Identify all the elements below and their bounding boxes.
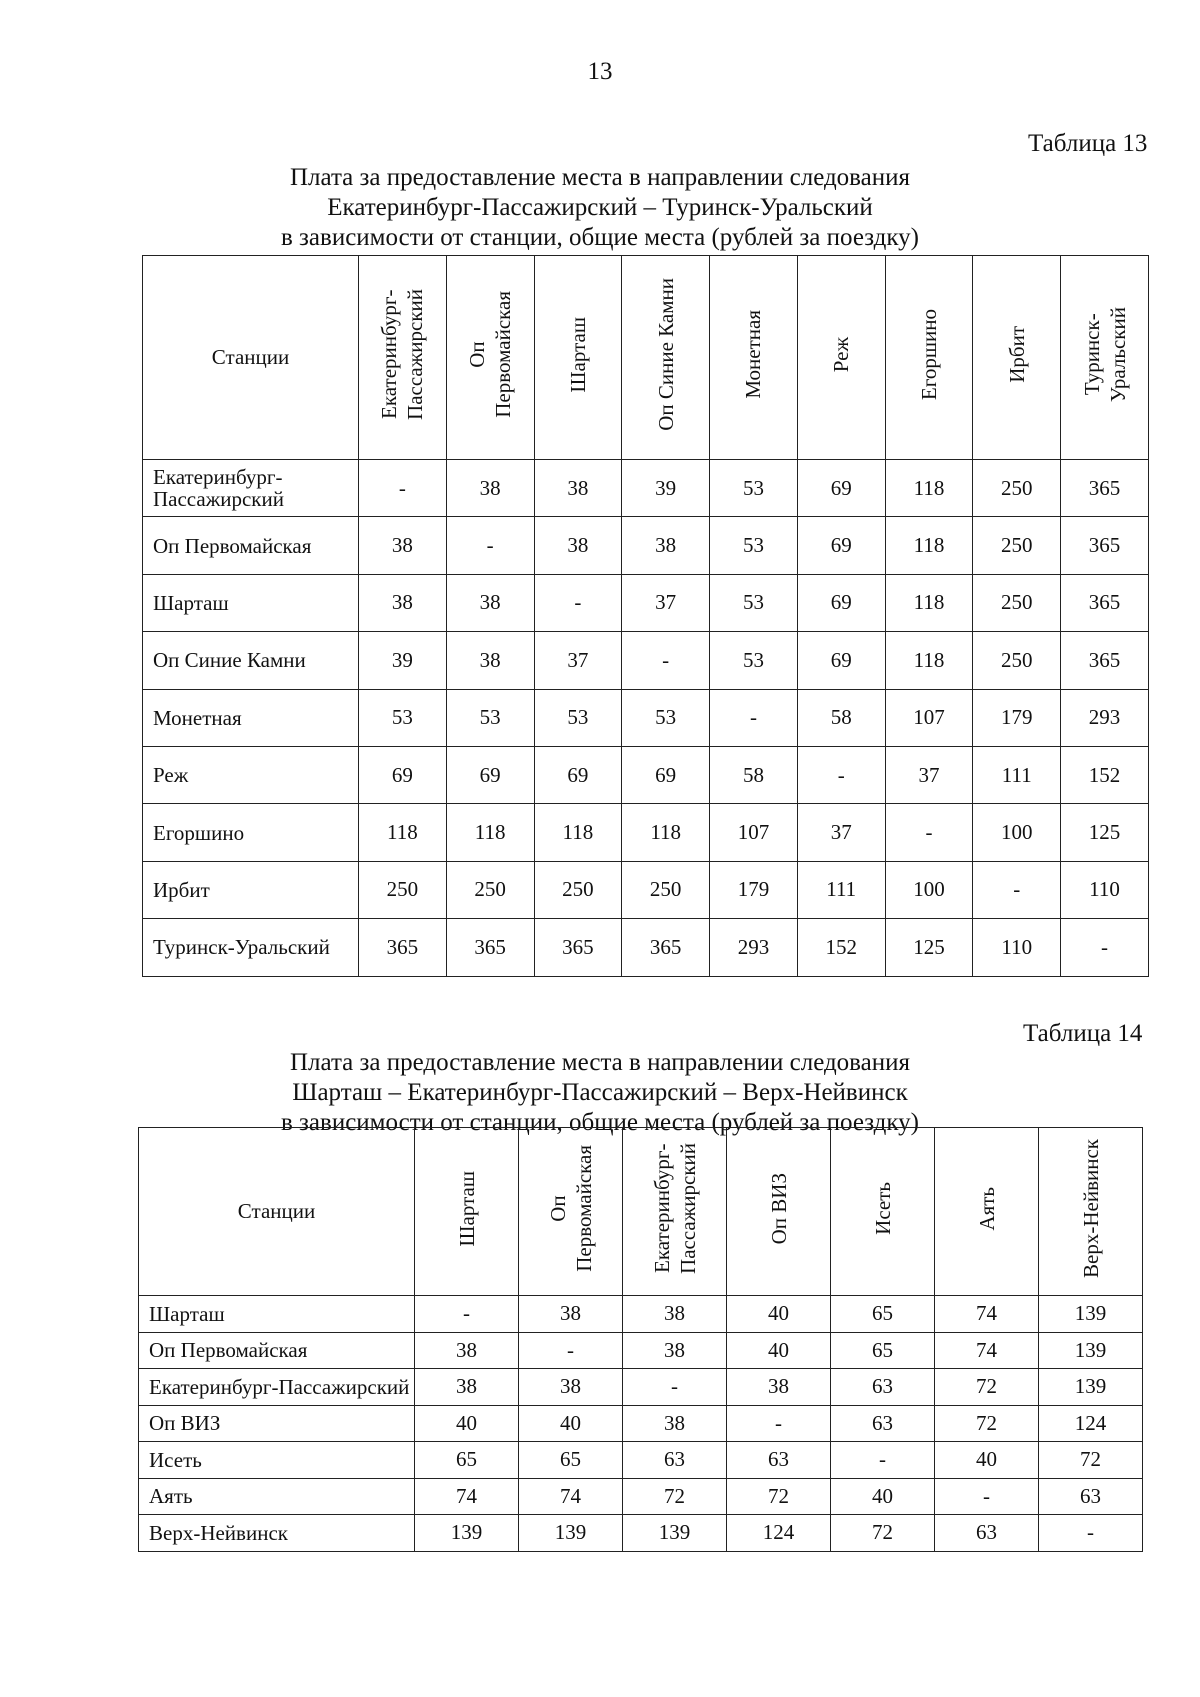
fare-cell: 40 <box>727 1296 831 1333</box>
table-row <box>139 1332 1143 1369</box>
fare-cell: 40 <box>415 1405 519 1442</box>
fare-table-13 <box>142 255 1149 977</box>
fare-cell: 65 <box>831 1296 935 1333</box>
column-header <box>797 256 885 460</box>
fare-cell: 40 <box>727 1332 831 1369</box>
fare-cell: 152 <box>1061 746 1149 803</box>
fare-cell: 124 <box>727 1515 831 1552</box>
column-header-label <box>1078 1139 1104 1278</box>
column-header-label <box>376 289 428 420</box>
fare-cell: - <box>1039 1515 1143 1552</box>
fare-cell: 152 <box>797 919 885 976</box>
fare-cell: 125 <box>1061 804 1149 861</box>
fare-cell: - <box>622 632 710 689</box>
table-13-title <box>0 163 1200 253</box>
fare-cell: - <box>519 1332 623 1369</box>
column-header-label <box>740 310 766 399</box>
table-row <box>143 746 1149 803</box>
column-header-line: Уральский <box>1105 306 1130 403</box>
fare-cell: 293 <box>1061 689 1149 746</box>
fare-cell: 365 <box>1061 460 1149 517</box>
table-14-title-line: Плата за предоставление места в направлении следования <box>289 1049 911 1076</box>
fare-cell: 118 <box>534 804 622 861</box>
table-row <box>139 1296 1143 1333</box>
column-header-line: Оп Синие Камни <box>653 278 678 431</box>
fare-cell: 65 <box>519 1442 623 1479</box>
table-row <box>143 517 1149 574</box>
column-header-label <box>649 1143 701 1274</box>
column-header-line: Реж <box>829 336 854 373</box>
fare-cell: 53 <box>710 632 798 689</box>
fare-cell: 293 <box>710 919 798 976</box>
fare-cell: 250 <box>534 861 622 918</box>
column-header-label <box>828 337 854 372</box>
column-header <box>622 256 710 460</box>
fare-cell: 53 <box>710 574 798 631</box>
fare-cell: 53 <box>446 689 534 746</box>
fare-cell: 63 <box>831 1369 935 1406</box>
fare-cell: 58 <box>797 689 885 746</box>
fare-cell: - <box>831 1442 935 1479</box>
fare-cell: 65 <box>415 1442 519 1479</box>
fare-cell: 63 <box>831 1405 935 1442</box>
column-header <box>446 256 534 460</box>
fare-cell: - <box>623 1369 727 1406</box>
column-header <box>623 1128 727 1296</box>
column-header-line: Пассажирский <box>675 1143 700 1274</box>
fare-cell: 38 <box>534 517 622 574</box>
fare-cell: 38 <box>446 460 534 517</box>
fare-cell: 250 <box>622 861 710 918</box>
fare-cell: - <box>446 517 534 574</box>
column-header-label <box>565 317 591 393</box>
fare-cell: 38 <box>623 1332 727 1369</box>
fare-cell: - <box>534 574 622 631</box>
column-header <box>710 256 798 460</box>
fare-cell: 40 <box>935 1442 1039 1479</box>
table-13-label: Таблица 13 <box>1028 130 1148 157</box>
column-header <box>415 1128 519 1296</box>
fare-cell: 38 <box>415 1332 519 1369</box>
fare-cell: 72 <box>1039 1442 1143 1479</box>
header-row <box>143 256 1149 460</box>
column-header <box>1039 1128 1143 1296</box>
station-name: Шарташ <box>139 1296 415 1333</box>
fare-cell: 58 <box>710 746 798 803</box>
fare-cell: 69 <box>797 574 885 631</box>
fare-cell: 38 <box>359 517 447 574</box>
fare-cell: 365 <box>1061 632 1149 689</box>
column-header-line: Туринск- <box>1079 313 1104 396</box>
column-header-line: Оп <box>545 1195 570 1222</box>
fare-cell: 125 <box>885 919 973 976</box>
column-header-line: Монетная <box>741 310 766 399</box>
table-row <box>139 1478 1143 1515</box>
column-header-label <box>1079 307 1131 402</box>
column-header-line: Оп ВИЗ <box>766 1172 791 1245</box>
fare-cell: 100 <box>885 861 973 918</box>
fare-cell: 39 <box>622 460 710 517</box>
column-header-line: Екатеринбург- <box>377 289 402 420</box>
column-header-line: Первомайская <box>571 1145 596 1272</box>
fare-cell: - <box>973 861 1061 918</box>
table-14-title-line: Шарташ – Екатеринбург-Пассажирский – Верх-Нейвинск <box>292 1079 908 1106</box>
fare-cell: 38 <box>623 1296 727 1333</box>
fare-cell: 72 <box>623 1478 727 1515</box>
table-row <box>143 919 1149 976</box>
table-row <box>143 804 1149 861</box>
station-name: Монетная <box>143 689 359 746</box>
column-header-line: Пассажирский <box>403 289 428 420</box>
table-row <box>139 1515 1143 1552</box>
fare-cell: 65 <box>831 1332 935 1369</box>
column-header <box>534 256 622 460</box>
fare-cell: - <box>415 1296 519 1333</box>
table-row <box>143 460 1149 517</box>
fare-cell: 107 <box>885 689 973 746</box>
station-name: Оп ВИЗ <box>139 1405 415 1442</box>
fare-cell: 250 <box>359 861 447 918</box>
fare-cell: 250 <box>973 460 1061 517</box>
fare-cell: - <box>727 1405 831 1442</box>
table-row <box>139 1369 1143 1406</box>
fare-cell: 74 <box>935 1296 1039 1333</box>
column-header-line: Шарташ <box>454 1170 479 1247</box>
column-header-label <box>974 1187 1000 1231</box>
fare-cell: 365 <box>534 919 622 976</box>
fare-cell: 72 <box>935 1369 1039 1406</box>
fare-cell: 179 <box>710 861 798 918</box>
fare-cell: 250 <box>973 517 1061 574</box>
fare-cell: 139 <box>1039 1296 1143 1333</box>
fare-cell: 53 <box>359 689 447 746</box>
fare-cell: 53 <box>710 517 798 574</box>
fare-cell: 38 <box>446 574 534 631</box>
fare-cell: 365 <box>359 919 447 976</box>
fare-cell: 139 <box>415 1515 519 1552</box>
stations-header: Станции <box>139 1128 415 1296</box>
station-name: Оп Синие Камни <box>143 632 359 689</box>
column-header-line: Оп <box>465 341 490 368</box>
fare-cell: 69 <box>359 746 447 803</box>
station-name: Оп Первомайская <box>139 1332 415 1369</box>
table-row <box>143 574 1149 631</box>
fare-cell: 40 <box>519 1405 623 1442</box>
fare-cell: 118 <box>622 804 710 861</box>
column-header-label <box>870 1182 896 1235</box>
fare-cell: 53 <box>710 460 798 517</box>
station-name: Верх-Нейвинск <box>139 1515 415 1552</box>
column-header <box>359 256 447 460</box>
station-name: Туринск-Уральский <box>143 919 359 976</box>
column-header <box>935 1128 1039 1296</box>
fare-cell: 69 <box>622 746 710 803</box>
column-header <box>885 256 973 460</box>
column-header-line: Егоршино <box>916 308 941 401</box>
column-header-line: Ирбит <box>1004 326 1029 383</box>
fare-cell: - <box>885 804 973 861</box>
table-14-label: Таблица 14 <box>1023 1020 1143 1047</box>
fare-cell: 139 <box>519 1515 623 1552</box>
column-header-line: Аять <box>974 1186 999 1231</box>
fare-cell: 69 <box>446 746 534 803</box>
column-header-label <box>653 278 679 431</box>
fare-cell: 38 <box>519 1296 623 1333</box>
fare-cell: 69 <box>797 632 885 689</box>
fare-cell: 38 <box>519 1369 623 1406</box>
stations-header: Станции <box>143 256 359 460</box>
column-header-label <box>464 291 516 418</box>
fare-cell: 63 <box>935 1515 1039 1552</box>
fare-cell: 38 <box>622 517 710 574</box>
fare-cell: 365 <box>1061 517 1149 574</box>
fare-cell: 38 <box>727 1369 831 1406</box>
fare-cell: 74 <box>519 1478 623 1515</box>
fare-cell: 118 <box>885 460 973 517</box>
fare-cell: 365 <box>446 919 534 976</box>
fare-cell: 111 <box>797 861 885 918</box>
fare-cell: - <box>797 746 885 803</box>
fare-cell: 37 <box>885 746 973 803</box>
station-name: Аять <box>139 1478 415 1515</box>
table-14-title <box>0 1048 1200 1138</box>
fare-cell: 118 <box>885 517 973 574</box>
column-header <box>1061 256 1149 460</box>
fare-cell: 40 <box>831 1478 935 1515</box>
fare-cell: 124 <box>1039 1405 1143 1442</box>
table-13-title-line: в зависимости от станции, общие места (рублей за поездку) <box>280 224 919 251</box>
column-header-label <box>545 1145 597 1272</box>
fare-cell: 69 <box>797 460 885 517</box>
fare-cell: 365 <box>1061 574 1149 631</box>
fare-cell: 74 <box>935 1332 1039 1369</box>
column-header-line: Верх-Нейвинск <box>1078 1139 1103 1278</box>
fare-cell: 38 <box>415 1369 519 1406</box>
fare-cell: 250 <box>973 632 1061 689</box>
fare-cell: 38 <box>534 460 622 517</box>
column-header-label <box>1004 326 1030 383</box>
column-header-label <box>766 1173 792 1244</box>
fare-cell: 53 <box>622 689 710 746</box>
header-row <box>139 1128 1143 1296</box>
fare-cell: - <box>935 1478 1039 1515</box>
fare-cell: 69 <box>797 517 885 574</box>
fare-cell: 250 <box>973 574 1061 631</box>
column-header-line: Шарташ <box>565 316 590 393</box>
fare-cell: 38 <box>359 574 447 631</box>
table-row <box>139 1405 1143 1442</box>
fare-cell: - <box>359 460 447 517</box>
fare-cell: 37 <box>797 804 885 861</box>
fare-cell: 63 <box>1039 1478 1143 1515</box>
fare-cell: 38 <box>446 632 534 689</box>
fare-cell: 72 <box>727 1478 831 1515</box>
fare-cell: 250 <box>446 861 534 918</box>
station-name: Ирбит <box>143 861 359 918</box>
fare-cell: 74 <box>415 1478 519 1515</box>
station-name: Егоршино <box>143 804 359 861</box>
fare-cell: 365 <box>622 919 710 976</box>
column-header <box>831 1128 935 1296</box>
table-14-title-line: в зависимости от станции, общие места (рублей за поездку) <box>280 1109 919 1136</box>
column-header-line: Исеть <box>870 1182 895 1235</box>
table-row <box>139 1442 1143 1479</box>
fare-cell: 72 <box>935 1405 1039 1442</box>
table-13-title-line: Плата за предоставление места в направлении следования <box>289 164 911 191</box>
fare-cell: 110 <box>1061 861 1149 918</box>
column-header-line: Первомайская <box>491 291 516 418</box>
station-name: Исеть <box>139 1442 415 1479</box>
station-name: Реж <box>143 746 359 803</box>
page-number: 13 <box>587 58 613 85</box>
fare-cell: 139 <box>623 1515 727 1552</box>
column-header <box>973 256 1061 460</box>
station-name: Екатеринбург-Пассажирский <box>139 1369 415 1406</box>
table-row <box>143 632 1149 689</box>
fare-cell: 69 <box>534 746 622 803</box>
fare-table-14 <box>138 1127 1143 1552</box>
table-13-title-line: Екатеринбург-Пассажирский – Туринск-Уральский <box>327 194 873 221</box>
station-name: Оп Первомайская <box>143 517 359 574</box>
fare-cell: 37 <box>622 574 710 631</box>
fare-cell: 118 <box>446 804 534 861</box>
fare-cell: - <box>710 689 798 746</box>
fare-cell: 139 <box>1039 1332 1143 1369</box>
fare-cell: 139 <box>1039 1369 1143 1406</box>
fare-cell: 118 <box>885 632 973 689</box>
fare-cell: 63 <box>727 1442 831 1479</box>
fare-cell: 39 <box>359 632 447 689</box>
fare-cell: 53 <box>534 689 622 746</box>
fare-cell: 111 <box>973 746 1061 803</box>
fare-cell: 63 <box>623 1442 727 1479</box>
station-name: Шарташ <box>143 574 359 631</box>
table-row <box>143 861 1149 918</box>
fare-cell: 107 <box>710 804 798 861</box>
fare-cell: 100 <box>973 804 1061 861</box>
fare-cell: 38 <box>623 1405 727 1442</box>
column-header <box>519 1128 623 1296</box>
fare-cell: 37 <box>534 632 622 689</box>
station-name: Екатеринбург-Пассажирский <box>143 460 359 517</box>
fare-cell: - <box>1061 919 1149 976</box>
fare-cell: 179 <box>973 689 1061 746</box>
table-row <box>143 689 1149 746</box>
column-header <box>727 1128 831 1296</box>
column-header-label <box>916 309 942 400</box>
fare-cell: 118 <box>359 804 447 861</box>
fare-cell: 72 <box>831 1515 935 1552</box>
column-header-line: Екатеринбург- <box>649 1143 674 1274</box>
fare-cell: 110 <box>973 919 1061 976</box>
fare-cell: 118 <box>885 574 973 631</box>
column-header-label <box>454 1171 480 1247</box>
